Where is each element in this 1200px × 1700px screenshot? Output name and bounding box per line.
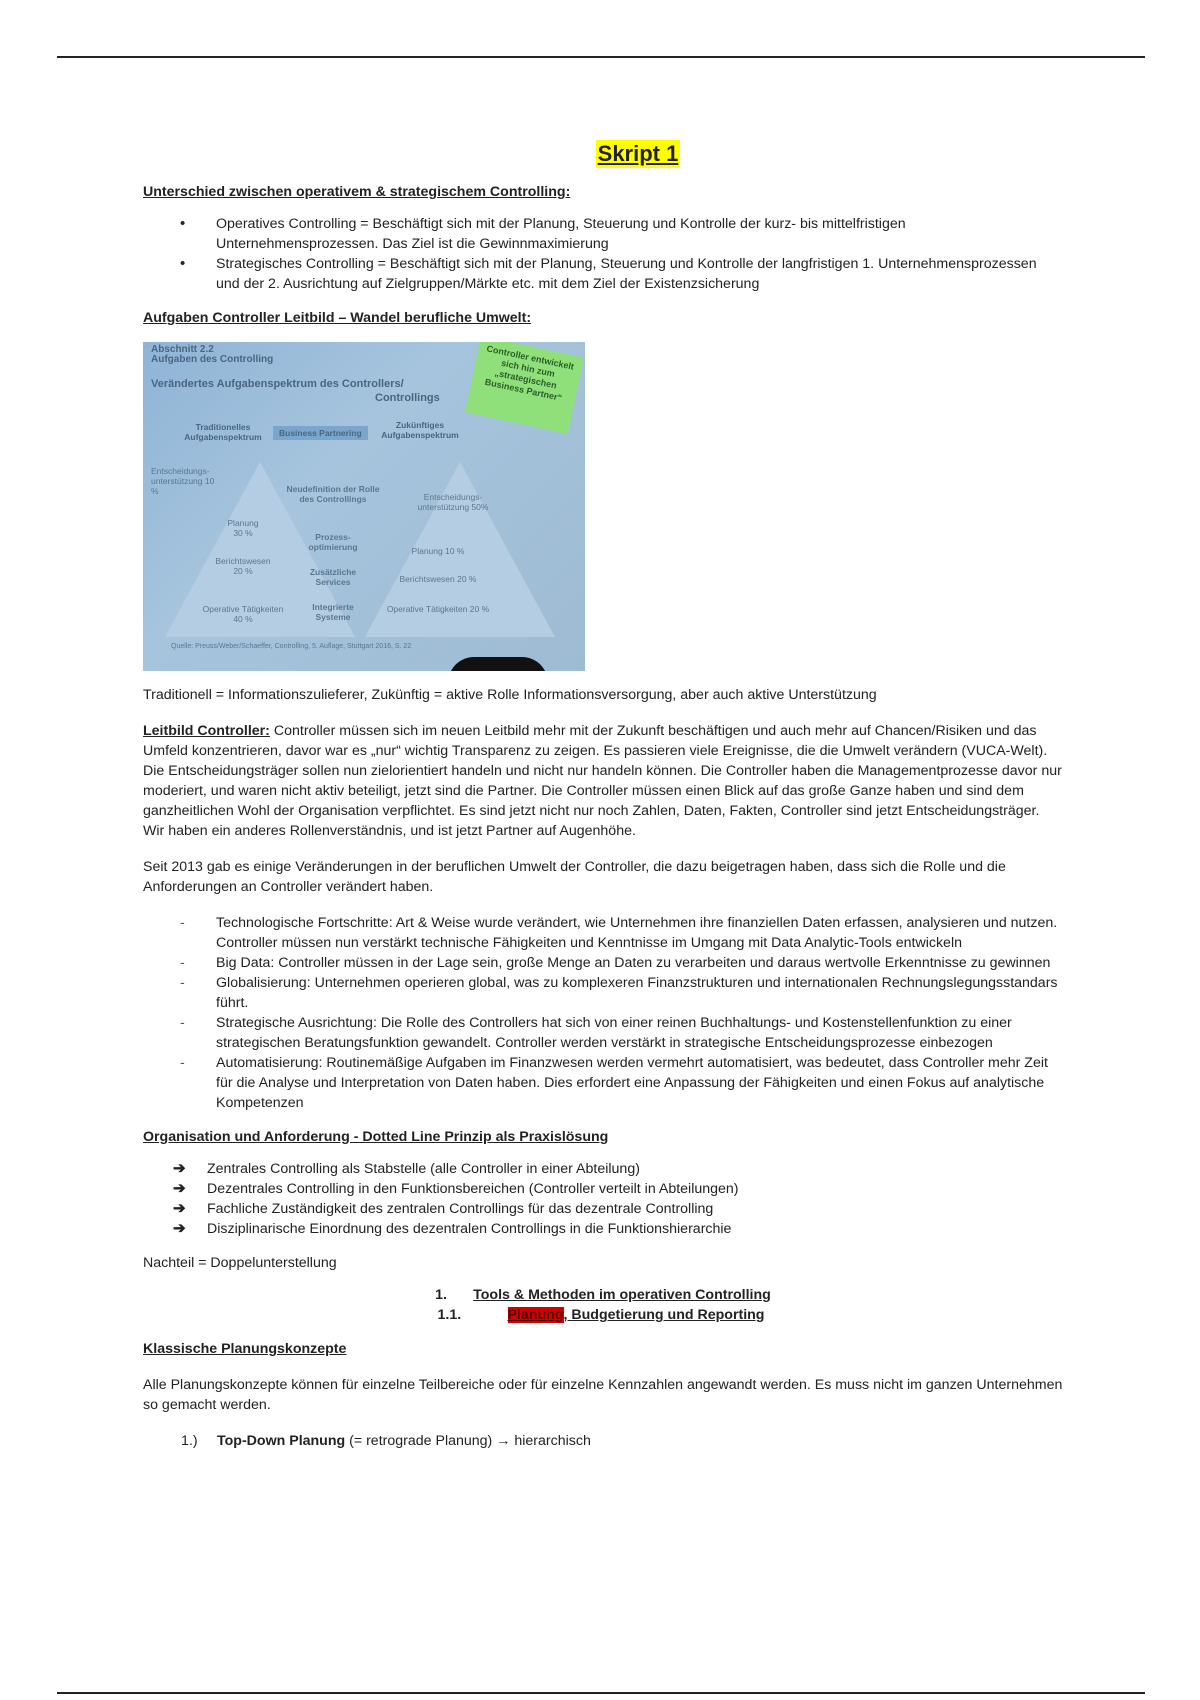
future-label: Zukünftiges Aufgabenspektrum bbox=[381, 420, 459, 440]
figure-source: Quelle: Preuss/Weber/Schaeffer, Controlling, 5. Auflage, Stuttgart 2016, S. 22 bbox=[171, 643, 412, 650]
list-item: ➔ Fachliche Zuständigkeit des zentralen Controllings für das dezentrale Controlling bbox=[143, 1199, 1063, 1219]
list-item: ➔ Disziplinarische Einordnung des dezentralen Controllings in die Funktionshierarchie bbox=[143, 1219, 1063, 1239]
section-heading-difference: Unterschied zwischen operativem & strategischem Controlling: bbox=[143, 184, 571, 200]
right-reporting: Berichtswesen 20 % bbox=[399, 574, 477, 584]
top-down-item bbox=[181, 1431, 1063, 1451]
integrated-systems: Integrierte Systeme bbox=[312, 602, 354, 622]
section-heading-organisation: Organisation und Anforderung - Dotted Line Prinzip als Praxislösung bbox=[143, 1129, 609, 1145]
numbered-heading-1 bbox=[143, 1285, 1063, 1305]
redefinition-role: Neudefinition der Rolle des Controllings bbox=[286, 484, 380, 504]
item-rest: (= retrograde Planung) → hierarchisch bbox=[345, 1433, 591, 1449]
photo-obstruction bbox=[448, 657, 548, 671]
item-number: 1.) bbox=[181, 1433, 198, 1449]
heading-text: Tools & Methoden im operativen Controlling bbox=[473, 1287, 771, 1303]
changes-list bbox=[143, 913, 1063, 1113]
disadvantage-text: Nachteil = Doppelunterstellung bbox=[143, 1255, 337, 1271]
business-partnering-arrow: Business Partnering bbox=[273, 426, 368, 440]
leitbild-paragraph bbox=[143, 721, 1063, 841]
leitbild-text: Controller müssen sich im neuen Leitbild mehr mit der Zukunft beschäftigen und auch mehr auf Chancen/Risiken und das Umfeld konzentrieren, davor war es „nur“ wichtig Transparenz zu zeigen. Es passieren viele Ereignisse, die die Umwelt verändern (VUCA-Welt). Die Entscheidungsträger sollen nun zielorientiert handeln und nicht nur handeln können. Die Controller haben die Managementprozesse davor nur moderiert, und waren nicht aktiv beteiligt, jetzt sind die Partner. Die Controller müssen einen Blick auf das große Ganze haben und sind dem ganzheitlichen Wohl der Organisation verpflichtet. Es sind jetzt nicht nur noch Zahlen, Daten, Fakten, Controller sind jetzt Entscheidungsträger. Wir haben ein anderes Rollenverständnis, und ist jetzt Partner auf Augenhöhe. bbox=[143, 723, 1062, 839]
left-decision-support: Entscheidungs-unterstützung 10 % bbox=[151, 466, 215, 496]
heading-text: , Budgetierung und Reporting bbox=[563, 1307, 765, 1323]
left-planning: Planung 30 % bbox=[227, 518, 259, 538]
left-operative: Operative Tätigkeiten 40 % bbox=[202, 604, 284, 624]
list-item: - Globalisierung: Unternehmen operieren global, was zu komplexeren Finanzstrukturen und internationalen Rechnungslegungsstandars führt. bbox=[143, 973, 1063, 1013]
list-item: ➔ Zentrales Controlling als Stabstelle (alle Controller in einer Abteilung) bbox=[143, 1159, 1063, 1179]
process-optimization: Prozess-optimierung bbox=[308, 532, 358, 552]
document-page bbox=[143, 140, 1063, 1463]
bottom-rule bbox=[57, 1692, 1145, 1694]
section-heading-classic: Klassische Planungskonzepte bbox=[143, 1341, 347, 1357]
highlighted-planung: Planung bbox=[507, 1307, 564, 1323]
heading-number: 1. bbox=[435, 1287, 447, 1303]
heading-number: 1.1. bbox=[437, 1307, 462, 1323]
controlling-diagram-photo bbox=[143, 342, 585, 671]
section-heading-tasks: Aufgaben Controller Leitbild – Wandel berufliche Umwelt: bbox=[143, 310, 532, 326]
list-item: - Automatisierung: Routinemäßige Aufgaben im Finanzwesen werden vermehrt automatisiert, was bedeutet, dass Controller mehr Zeit für die Analyse und Interpretation von Daten haben. Dies erfordert eine Anpassung der Fähigkeiten und einen Fokus auf analytische Kompetenzen bbox=[143, 1053, 1063, 1113]
additional-services: Zusätzliche Services bbox=[309, 567, 357, 587]
figure-header-section: Abschnitt 2.2 bbox=[151, 344, 214, 355]
page-title: Skript 1 bbox=[597, 141, 679, 166]
figure-header-title: Aufgaben des Controlling bbox=[151, 354, 274, 365]
figure-subtitle-2: Controllings bbox=[375, 392, 440, 404]
right-decision-support: Entscheidungs-unterstützung 50% bbox=[417, 492, 489, 512]
list-item: - Big Data: Controller müssen in der Lage sein, große Menge an Daten zu verarbeiten und daraus wertvolle Erkenntnisse zu gewinnen bbox=[143, 953, 1063, 973]
classic-text: Alle Planungskonzepte können für einzelne Teilbereiche oder für einzelne Kennzahlen angewandt werden. Es muss nicht im ganzen Unternehmen so gemacht werden. bbox=[143, 1377, 1063, 1413]
figure-subtitle: Verändertes Aufgabenspektrum des Controllers/ bbox=[151, 378, 404, 390]
list-item: - Technologische Fortschritte: Art & Weise wurde verändert, wie Unternehmen ihre finanziellen Daten erfassen, analysieren und nutzen. Controller müssen nun verstärkt technische Fähigkeiten und Kenntnisse im Umgang mit Data Analytic-Tools entwickeln bbox=[143, 913, 1063, 953]
list-item: • Strategisches Controlling = Beschäftigt sich mit der Planung, Steuerung und Kontrolle der langfristigen 1. Unternehmensprozessen und der 2. Ausrichtung auf Zielgruppen/Märkte etc. mit dem Ziel der Existenzsicherung bbox=[143, 254, 1063, 294]
numbered-heading-1-1 bbox=[139, 1305, 1063, 1325]
left-reporting: Berichtswesen 20 % bbox=[215, 556, 271, 576]
item-title: Top-Down Planung bbox=[217, 1433, 346, 1449]
sticky-note: Controller entwickelt sich hin zum „strategischen Business Partner“ bbox=[465, 342, 584, 434]
list-item: • Operatives Controlling = Beschäftigt sich mit der Planung, Steuerung und Kontrolle der kurz- bis mittelfristigen Unternehmensprozessen. Das Ziel ist die Gewinnmaximierung bbox=[143, 214, 1063, 254]
right-operative: Operative Tätigkeiten 20 % bbox=[386, 604, 490, 614]
right-planning: Planung 10 % bbox=[411, 546, 465, 556]
leitbild-label: Leitbild Controller: bbox=[143, 723, 270, 739]
organisation-list bbox=[143, 1159, 1063, 1239]
list-item: ➔ Dezentrales Controlling in den Funktionsbereichen (Controller verteilt in Abteilungen) bbox=[143, 1179, 1063, 1199]
list-item: - Strategische Ausrichtung: Die Rolle des Controllers hat sich von einer reinen Buchhaltungs- und Kostenstellenfunktion zu einer strategischen Beratungsfunktion gewandelt. Controller werden verstärkt in strategische Entscheidungsprozesse einbezogen bbox=[143, 1013, 1063, 1053]
top-rule bbox=[57, 56, 1145, 58]
since-2013-intro: Seit 2013 gab es einige Veränderungen in der beruflichen Umwelt der Controller, die dazu beigetragen haben, dass sich die Rolle und die Anforderungen an Controller verändert haben. bbox=[143, 859, 1006, 895]
traditional-vs-future: Traditionell = Informationszulieferer, Zukünftig = aktive Rolle Informationsversorgung, aber auch aktive Unterstützung bbox=[143, 687, 877, 703]
title-wrap bbox=[213, 140, 1063, 168]
difference-list bbox=[143, 214, 1063, 294]
traditional-label: Traditionelles Aufgabenspektrum bbox=[184, 422, 262, 442]
